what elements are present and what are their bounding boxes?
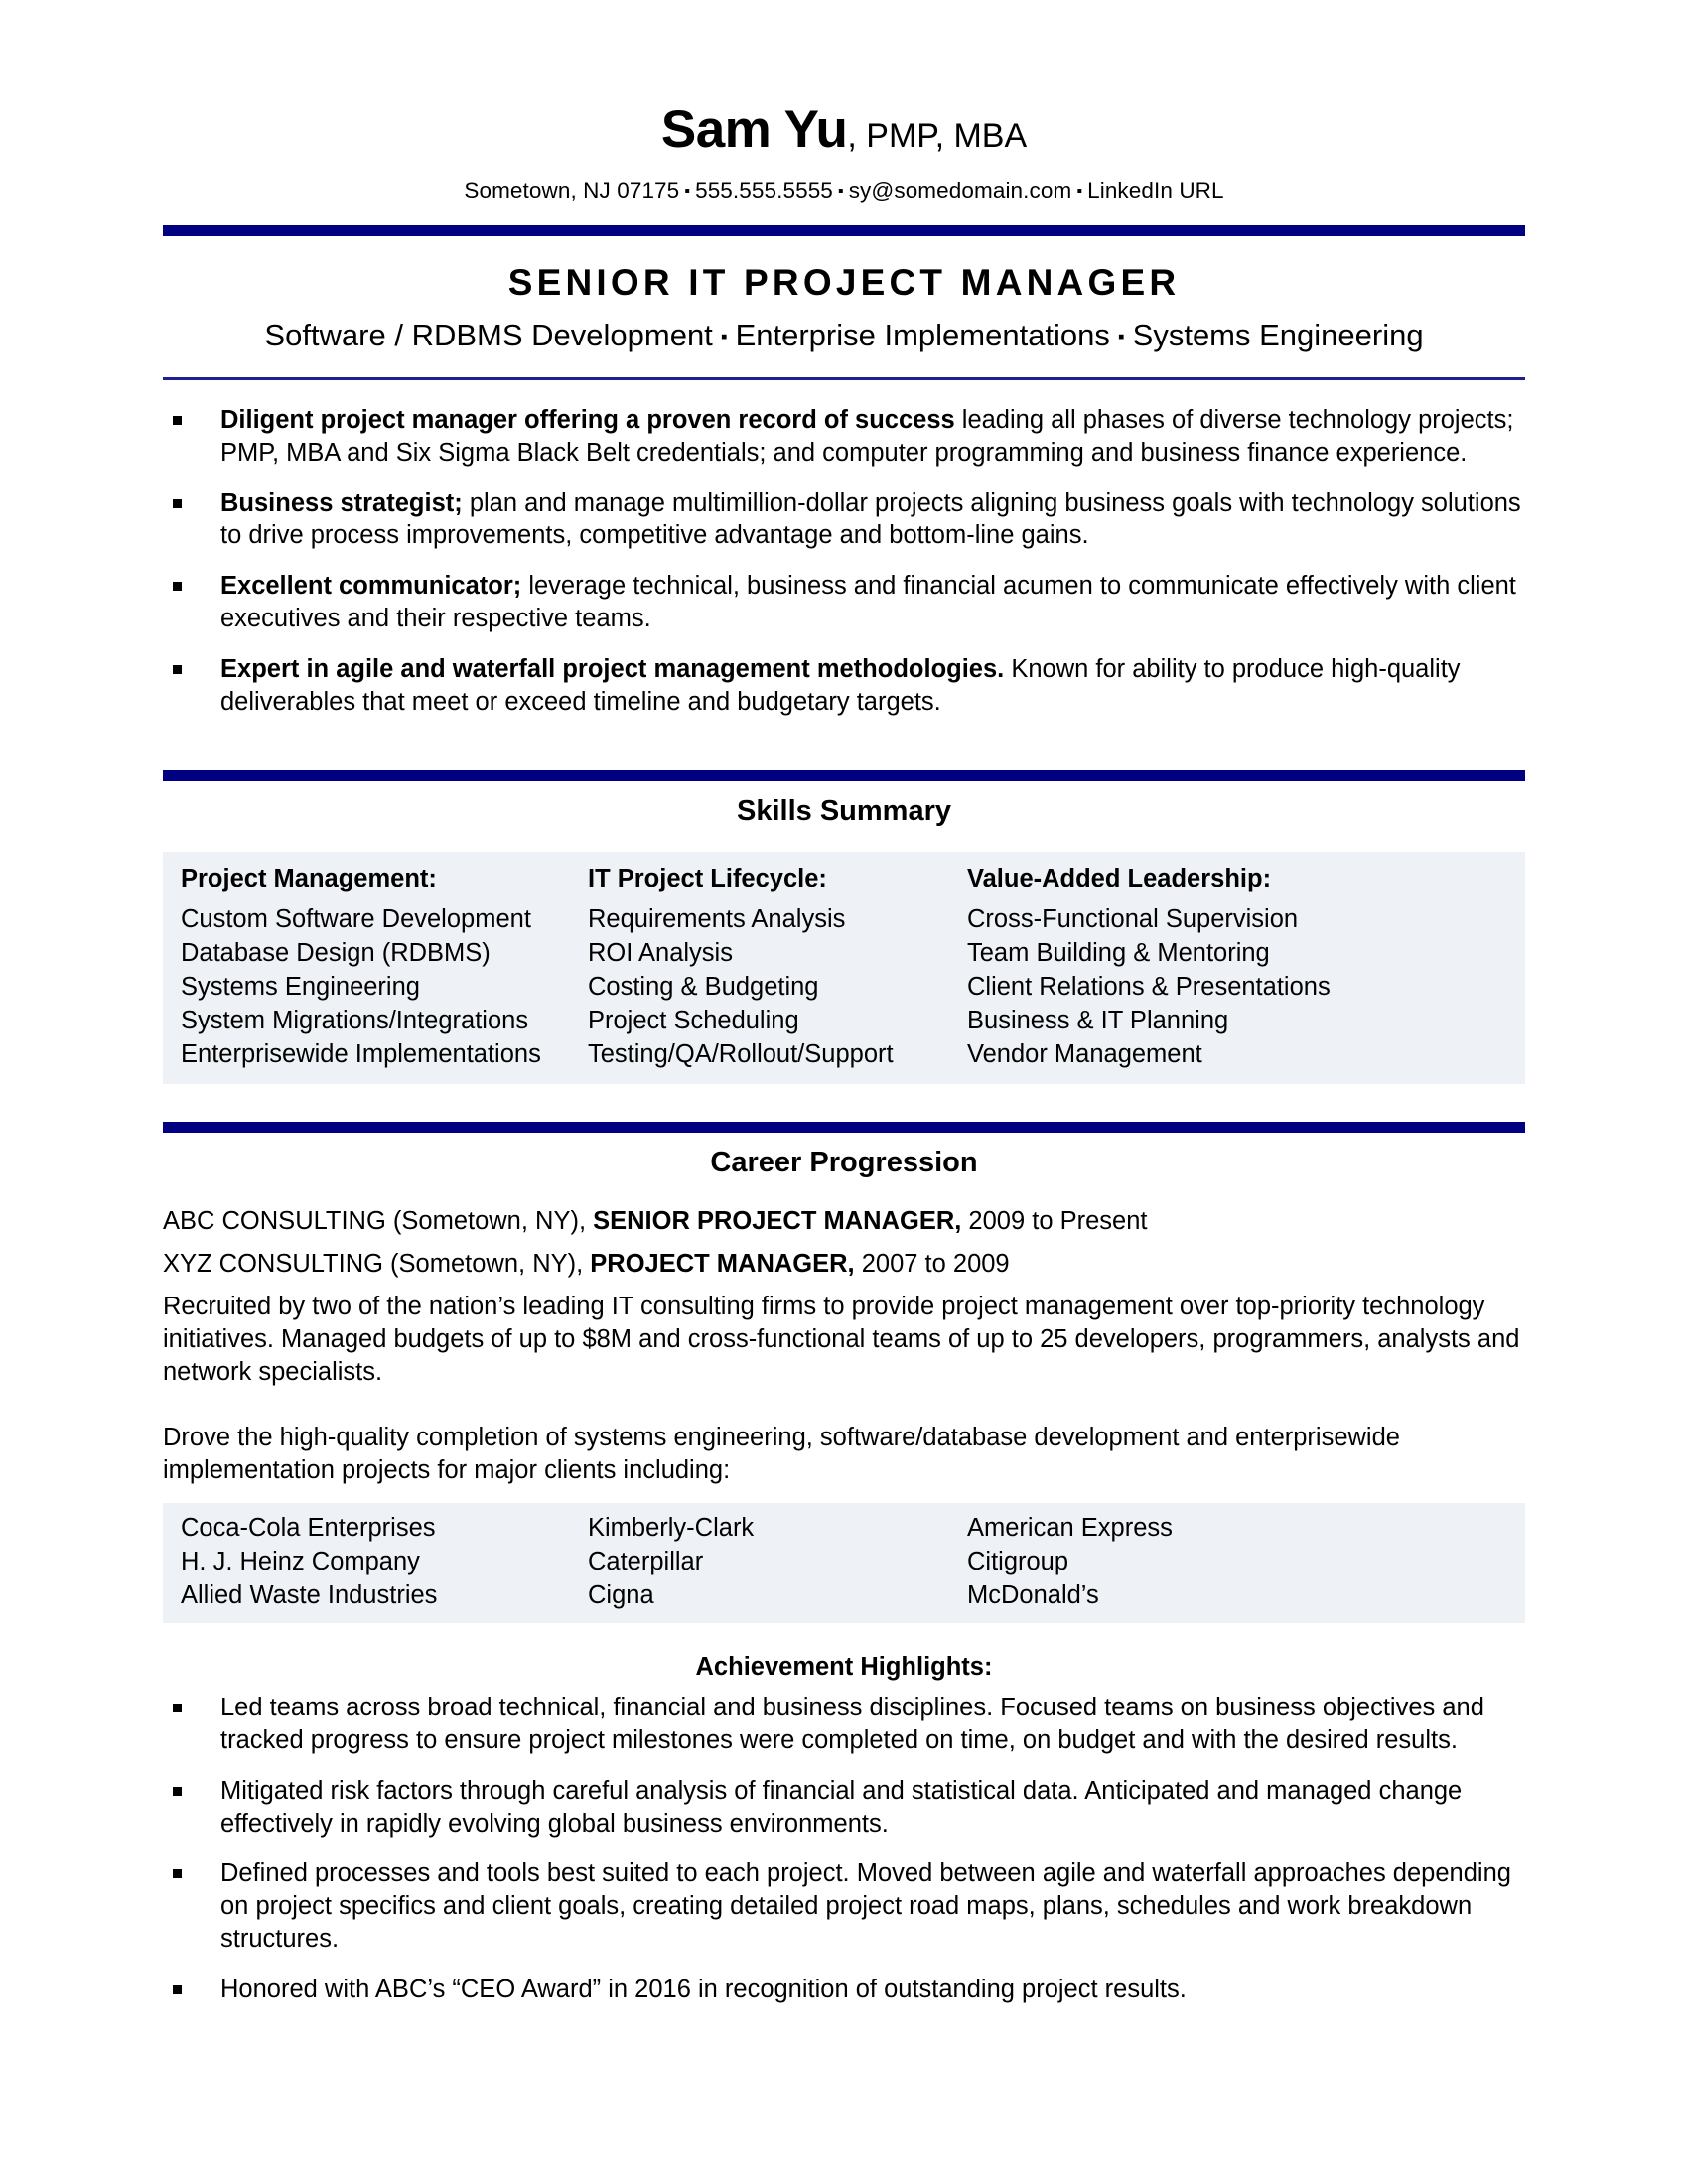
summary-bullet-lead: Business strategist; [220, 488, 463, 517]
header-divider-thick [163, 225, 1525, 236]
contact-separator-icon: ▪ [837, 183, 844, 200]
skill-item: Systems Engineering [181, 973, 420, 1002]
career-role: PROJECT MANAGER, [590, 1249, 855, 1278]
skill-item: Project Scheduling [588, 1007, 799, 1034]
job-title: SENIOR IT PROJECT MANAGER [507, 262, 1181, 303]
contact-separator-icon: ▪ [1076, 183, 1083, 200]
spacer [163, 1187, 1525, 1203]
spacer [163, 1388, 1525, 1414]
client-name: H. J. Heinz Company [181, 1548, 420, 1576]
skill-item: Requirements Analysis [588, 905, 846, 934]
skill-item: Business & IT Planning [967, 1007, 1229, 1034]
skill-item: Custom Software Development [181, 905, 531, 934]
skills-column-project-management [163, 862, 588, 1072]
spacer [163, 1487, 1525, 1503]
skill-item: Database Design (RDBMS) [181, 939, 491, 968]
career-paragraph-1: Recruited by two of the nation’s leading IT consulting firms to provide project management over top-priority technology initiatives. Managed budgets of up to $8M and cross-functional teams of up to 25 developers, programmers, analysts and network specialists. [163, 1292, 1520, 1386]
career-role: SENIOR PROJECT MANAGER, [593, 1206, 962, 1235]
career-job-entry [163, 1246, 1525, 1283]
career-divider-thick [163, 1122, 1525, 1133]
summary-bullet-lead: Expert in agile and waterfall project management methodologies. [220, 655, 1005, 684]
skill-item: ROI Analysis [588, 939, 733, 968]
client-name: Cigna [588, 1581, 654, 1610]
job-subtitle-part: Enterprise Implementations [735, 317, 1110, 352]
client-name: Allied Waste Industries [181, 1581, 438, 1610]
achievement-highlights-heading: Achievement Highlights: [695, 1652, 993, 1681]
summary-bullet-text: Known for ability to produce high-quality deliverables that meet or exceed timeline and budgetary targets. [220, 655, 1461, 716]
summary-bullet-text: leverage technical, business and financial acumen to communicate effectively with client executives and their respective teams. [220, 572, 1516, 633]
client-name: McDonald’s [967, 1581, 1099, 1610]
skills-column-it-project-lifecycle [588, 862, 967, 1072]
contact-separator-icon: ▪ [684, 183, 691, 200]
spacer [163, 836, 1525, 852]
skill-item: Cross-Functional Supervision [967, 905, 1299, 934]
client-column [163, 1512, 588, 1613]
career-company: XYZ CONSULTING (Sometown, NY), [163, 1249, 591, 1278]
candidate-name: Sam Yu [660, 100, 848, 159]
client-name: Coca-Cola Enterprises [181, 1514, 436, 1543]
job-subtitle-part: Software / RDBMS Development [264, 317, 713, 352]
skills-table [163, 852, 1525, 1084]
skill-item: Testing/QA/Rollout/Support [588, 1039, 894, 1068]
skills-column-heading: Value-Added Leadership: [967, 864, 1272, 892]
client-name: Kimberly-Clark [588, 1514, 755, 1543]
title-block [163, 236, 1525, 377]
achievement-list [163, 1692, 1525, 2006]
contact-email[interactable]: sy@somedomain.com [848, 178, 1072, 203]
summary-bullet [163, 653, 1525, 719]
summary-bullet-list [163, 404, 1525, 719]
skill-item: Costing & Budgeting [588, 973, 819, 1002]
client-column [967, 1512, 1525, 1613]
candidate-credentials: , PMP, MBA [847, 117, 1028, 155]
summary-bullet [163, 570, 1525, 635]
achievement-item: Mitigated risk factors through careful analysis of financial and statistical data. Anticipated and managed change effectively in rapidly evolving global business environments. [163, 1775, 1525, 1841]
career-job-entry [163, 1203, 1525, 1240]
career-company: ABC CONSULTING (Sometown, NY), [163, 1206, 594, 1235]
skill-item: Enterprisewide Implementations [181, 1039, 541, 1068]
resume-content [163, 0, 1525, 2006]
subtitle-separator-icon: ▪ [1117, 326, 1125, 347]
job-subtitle [163, 317, 1525, 353]
skills-divider-thick [163, 770, 1525, 781]
career-progression-heading: Career Progression [710, 1146, 978, 1178]
achievement-item: Led teams across broad technical, financial and business disciplines. Focused teams on business objectives and tracked progress to ensure project milestones were completed on time, on budget and with the desired results. [163, 1692, 1525, 1757]
subtitle-separator-icon: ▪ [720, 326, 728, 347]
summary-bullet-lead: Diligent project manager offering a proven record of success [220, 405, 955, 434]
spacer [163, 1084, 1525, 1122]
client-name: Citigroup [967, 1548, 1069, 1576]
contact-location: Sometown, NJ 07175 [464, 178, 680, 203]
job-subtitle-part: Systems Engineering [1132, 317, 1424, 352]
contact-phone[interactable]: 555.555.5555 [695, 178, 833, 203]
summary-section [163, 380, 1525, 733]
client-table [163, 1503, 1525, 1623]
summary-bullet-lead: Excellent communicator; [220, 572, 522, 601]
skill-item: Client Relations & Presentations [967, 973, 1331, 1002]
candidate-name-line [163, 100, 1525, 159]
skills-column-value-added-leadership [967, 862, 1525, 1072]
skill-item: Team Building & Mentoring [967, 939, 1270, 968]
spacer [163, 1623, 1525, 1649]
skills-column-heading: IT Project Lifecycle: [588, 864, 827, 892]
skill-item: System Migrations/Integrations [181, 1007, 529, 1034]
skills-column-heading: Project Management: [181, 864, 437, 892]
contact-line [163, 178, 1525, 204]
summary-bullet [163, 404, 1525, 470]
summary-bullet-text: plan and manage multimillion-dollar projects aligning business goals with technology solutions to drive process improvements, competitive advantage and bottom-line gains. [220, 488, 1521, 550]
career-dates: 2007 to 2009 [854, 1249, 1010, 1278]
summary-bullet [163, 487, 1525, 553]
skill-item: Vendor Management [967, 1039, 1202, 1068]
achievement-item: Defined processes and tools best suited to each project. Moved between agile and waterfall approaches depending on project specifics and client goals, creating detailed project road maps, plans, schedules and work breakdown structures. [163, 1857, 1525, 1956]
client-column [588, 1512, 967, 1613]
career-dates: 2009 to Present [961, 1206, 1148, 1235]
client-name: Caterpillar [588, 1548, 704, 1576]
career-paragraph-2: Drove the high-quality completion of systems engineering, software/database development and enterprisewide implementation projects for major clients including: [163, 1424, 1400, 1485]
spacer [163, 733, 1525, 770]
contact-linkedin[interactable]: LinkedIn URL [1087, 178, 1224, 203]
skills-summary-heading: Skills Summary [737, 794, 951, 827]
client-name: American Express [967, 1514, 1173, 1543]
achievement-item: Honored with ABC’s “CEO Award” in 2016 in recognition of outstanding project results. [163, 1974, 1525, 2006]
summary-bullet-text: leading all phases of diverse technology projects; PMP, MBA and Six Sigma Black Belt credentials; and computer programming and business finance experience. [220, 405, 1514, 467]
